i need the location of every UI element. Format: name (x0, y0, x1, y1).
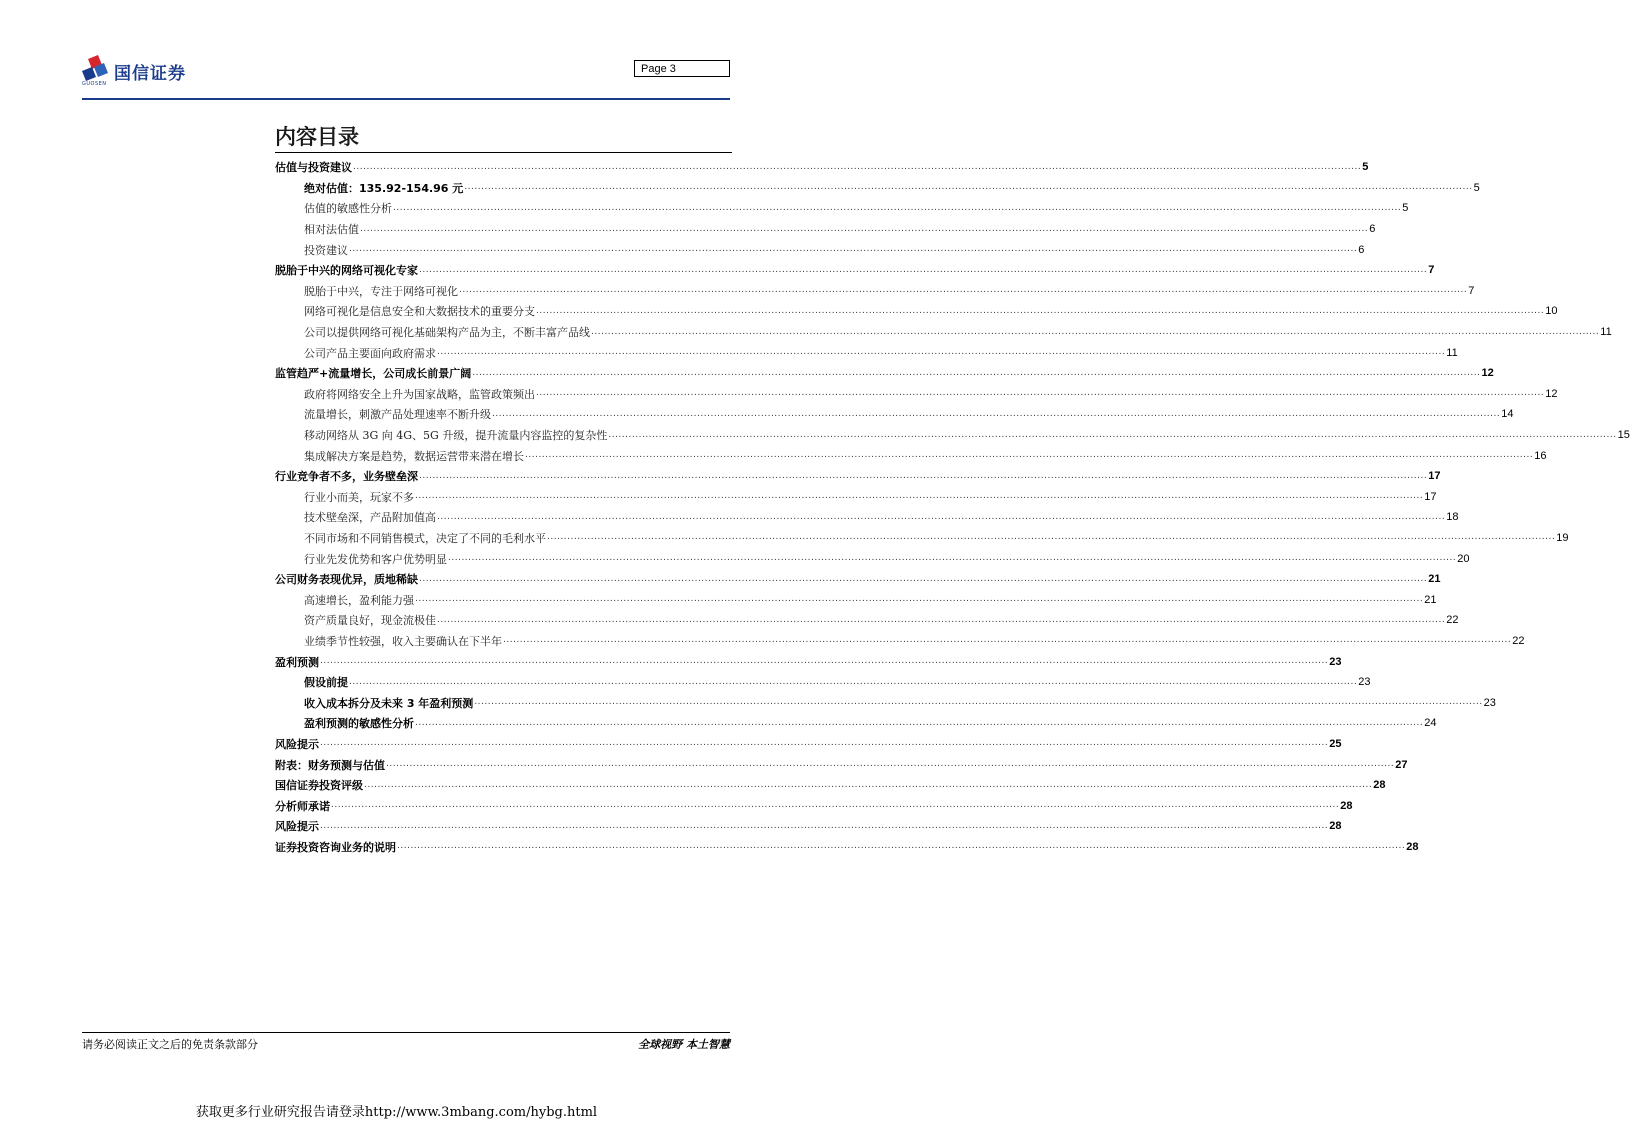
toc-entry[interactable] (275, 775, 1386, 796)
toc-entry[interactable] (275, 404, 1514, 425)
toc-leader-dots: ............................................................................................................................................................................................................................................................................................................ (320, 820, 1329, 831)
toc-entry-label: 公司财务表现优异，质地稀缺 (275, 573, 418, 587)
toc-entry[interactable] (275, 631, 1525, 652)
toc-leader-dots: ............................................................................................................................................................................................................................................................................................................ (536, 388, 1545, 399)
toc-entry-label: 监管趋严+流量增长，公司成长前景广阔 (275, 367, 472, 381)
toc-leader-dots: ............................................................................................................................................................................................................................................................................................................ (419, 264, 1428, 275)
toc-entry[interactable] (275, 610, 1459, 631)
toc-entry-page: 21 (1424, 593, 1437, 606)
toc-entry-label: 流量增长，刺激产品处理速率不断升级 (304, 408, 491, 422)
toc-entry[interactable] (275, 363, 1494, 384)
toc-entry-page: 28 (1340, 799, 1353, 812)
toc-entry-page: 7 (1468, 284, 1475, 297)
toc-entry[interactable] (275, 569, 1441, 590)
toc-entry[interactable] (275, 466, 1441, 487)
toc-entry-label: 业绩季节性较强，收入主要确认在下半年 (304, 634, 502, 648)
toc-entry-label: 风险提示 (275, 737, 319, 751)
toc-leader-dots: ............................................................................................................................................................................................................................................................................................................ (386, 759, 1395, 770)
company-logo (82, 55, 186, 87)
toc-leader-dots: ............................................................................................................................................................................................................................................................................................................ (349, 676, 1358, 687)
toc-entry-page: 5 (1362, 161, 1369, 174)
toc-entry-page: 23 (1483, 696, 1496, 709)
toc-entry[interactable] (275, 816, 1342, 837)
toc-entry-page: 10 (1545, 305, 1558, 318)
toc-entry-page: 14 (1501, 408, 1514, 421)
footer-slogan: 全球视野 本土智慧 (638, 1038, 730, 1051)
toc-leader-dots: ............................................................................................................................................................................................................................................................................................................ (492, 408, 1501, 419)
toc-entry-page: 6 (1358, 243, 1365, 256)
logo-mark-icon (82, 55, 110, 85)
toc-leader-dots: ............................................................................................................................................................................................................................................................................................................ (448, 553, 1457, 564)
toc-leader-dots: ............................................................................................................................................................................................................................................................................................................ (437, 614, 1446, 625)
toc-leader-dots: ............................................................................................................................................................................................................................................................................................................ (353, 161, 1362, 172)
toc-entry-page: 20 (1457, 552, 1470, 565)
toc-entry-page: 12 (1545, 387, 1558, 400)
toc-entry[interactable] (275, 507, 1459, 528)
toc-entry-label: 行业小而美，玩家不多 (304, 490, 414, 504)
toc-entry-label: 集成解决方案是趋势，数据运营带来潜在增长 (304, 449, 524, 463)
toc-entry-label: 证券投资咨询业务的说明 (275, 840, 396, 854)
toc-entry-page: 25 (1329, 737, 1342, 750)
toc-leader-dots: ............................................................................................................................................................................................................................................................................................................ (415, 491, 1424, 502)
toc-entry[interactable] (275, 384, 1558, 405)
toc-title-divider (275, 152, 732, 153)
toc-entry-label: 国信证券投资评级 (275, 779, 363, 793)
toc-entry-page: 23 (1329, 655, 1342, 668)
toc-entry-label: 资产质量良好，现金流极佳 (304, 614, 436, 628)
toc-entry[interactable] (275, 425, 1630, 446)
toc-entry[interactable] (275, 322, 1612, 343)
toc-entry-page: 12 (1481, 367, 1494, 380)
toc-entry[interactable] (275, 734, 1342, 755)
toc-leader-dots: ............................................................................................................................................................................................................................................................................................................ (415, 717, 1424, 728)
footer-divider (82, 1032, 730, 1033)
toc-entry[interactable] (275, 219, 1376, 240)
toc-entry-label: 估值与投资建议 (275, 161, 352, 175)
toc-leader-dots: ............................................................................................................................................................................................................................................................................................................ (437, 511, 1446, 522)
toc-leader-dots: ............................................................................................................................................................................................................................................................................................................ (320, 738, 1329, 749)
toc-leader-dots: ............................................................................................................................................................................................................................................................................................................ (608, 429, 1617, 440)
toc-entry-page: 18 (1446, 511, 1459, 524)
toc-entry[interactable] (275, 754, 1408, 775)
toc-entry-page: 17 (1424, 490, 1437, 503)
toc-entry-page: 16 (1534, 449, 1547, 462)
toc-leader-dots: ............................................................................................................................................................................................................................................................................................................ (349, 244, 1358, 255)
toc-entry[interactable] (275, 589, 1437, 610)
toc-entry-page: 24 (1424, 717, 1437, 730)
toc-leader-dots: ............................................................................................................................................................................................................................................................................................................ (419, 470, 1428, 481)
toc-entry-label: 公司产品主要面向政府需求 (304, 346, 436, 360)
toc-leader-dots: ............................................................................................................................................................................................................................................................................................................ (320, 656, 1329, 667)
toc-entry[interactable] (275, 342, 1458, 363)
toc-leader-dots: ............................................................................................................................................................................................................................................................................................................ (397, 841, 1406, 852)
toc-entry-page: 22 (1446, 614, 1459, 627)
toc-entry[interactable] (275, 548, 1470, 569)
toc-entry[interactable] (275, 672, 1371, 693)
toc-entry-label: 盈利预测 (275, 655, 319, 669)
toc-entry-page: 27 (1395, 758, 1408, 771)
toc-leader-dots: ............................................................................................................................................................................................................................................................................................................ (415, 594, 1424, 605)
toc-entry-label: 政府将网络安全上升为国家战略，监管政策频出 (304, 387, 535, 401)
table-of-contents (275, 157, 1630, 857)
toc-entry[interactable] (275, 651, 1342, 672)
toc-entry-label: 假设前提 (304, 676, 348, 690)
toc-entry[interactable] (275, 281, 1475, 302)
header-divider (82, 98, 730, 100)
toc-entry[interactable] (275, 795, 1353, 816)
logo-subtext: GUOSEN (82, 81, 107, 87)
toc-entry[interactable] (275, 157, 1369, 178)
toc-leader-dots: ............................................................................................................................................................................................................................................................................................................ (503, 635, 1512, 646)
toc-entry-label: 脱胎于中兴的网络可视化专家 (275, 264, 418, 278)
toc-leader-dots: ............................................................................................................................................................................................................................................................................................................ (474, 697, 1483, 708)
toc-leader-dots: ............................................................................................................................................................................................................................................................................................................ (437, 347, 1446, 358)
toc-entry-label: 行业竞争者不多，业务壁垒深 (275, 470, 418, 484)
toc-entry-label: 公司以提供网络可视化基础架构产品为主，不断丰富产品线 (304, 326, 590, 340)
toc-entry-page: 11 (1600, 326, 1612, 339)
toc-entry-label: 不同市场和不同销售模式，决定了不同的毛利水平 (304, 531, 546, 545)
toc-entry-page: 15 (1617, 429, 1630, 442)
toc-entry-label: 脱胎于中兴，专注于网络可视化 (304, 284, 458, 298)
toc-entry-page: 7 (1428, 264, 1435, 277)
toc-entry-page: 28 (1373, 779, 1386, 792)
toc-leader-dots: ............................................................................................................................................................................................................................................................................................................ (525, 450, 1534, 461)
toc-entry-page: 5 (1402, 202, 1409, 215)
toc-entry-label: 风险提示 (275, 820, 319, 834)
footer-disclaimer: 请务必阅读正文之后的免责条款部分 (82, 1038, 258, 1051)
toc-leader-dots: ............................................................................................................................................................................................................................................................................................................ (536, 305, 1545, 316)
toc-entry[interactable] (275, 178, 1480, 199)
logo-text: 国信证券 (114, 64, 186, 84)
toc-leader-dots: ............................................................................................................................................................................................................................................................................................................ (331, 800, 1340, 811)
toc-entry-page: 21 (1428, 573, 1441, 586)
toc-entry[interactable] (275, 198, 1409, 219)
toc-entry[interactable] (275, 837, 1419, 858)
toc-entry-label: 网络可视化是信息安全和大数据技术的重要分支 (304, 305, 535, 319)
toc-entry-label: 绝对估值：135.92-154.96 元 (304, 181, 464, 195)
toc-entry-label: 估值的敏感性分析 (304, 202, 392, 216)
toc-leader-dots: ............................................................................................................................................................................................................................................................................................................ (459, 285, 1468, 296)
toc-entry[interactable] (275, 487, 1437, 508)
toc-title: 内容目录 (275, 124, 359, 149)
toc-entry[interactable] (275, 692, 1496, 713)
bottom-link-note: 获取更多行业研究报告请登录http://www.3mbang.com/hybg.html (195, 1105, 598, 1120)
toc-entry-label: 收入成本拆分及未来 3 年盈利预测 (304, 696, 474, 710)
toc-entry-label: 附表：财务预测与估值 (275, 758, 385, 772)
toc-entry-page: 6 (1369, 223, 1376, 236)
toc-entry-page: 28 (1406, 840, 1419, 853)
toc-entry-page: 11 (1446, 346, 1458, 359)
toc-leader-dots: ............................................................................................................................................................................................................................................................................................................ (472, 367, 1481, 378)
toc-entry-page: 5 (1473, 181, 1480, 194)
toc-leader-dots: ............................................................................................................................................................................................................................................................................................................ (464, 182, 1473, 193)
toc-entry[interactable] (275, 528, 1569, 549)
page-number: Page 3 (634, 60, 730, 77)
toc-entry-label: 分析师承诺 (275, 799, 330, 813)
toc-entry[interactable] (275, 260, 1435, 281)
toc-leader-dots: ............................................................................................................................................................................................................................................................................................................ (360, 223, 1369, 234)
toc-entry[interactable] (275, 301, 1558, 322)
toc-leader-dots: ............................................................................................................................................................................................................................................................................................................ (591, 326, 1600, 337)
toc-entry-label: 高速增长，盈利能力强 (304, 593, 414, 607)
toc-entry-label: 行业先发优势和客户优势明显 (304, 552, 447, 566)
toc-entry-page: 28 (1329, 820, 1342, 833)
toc-entry-page: 22 (1512, 634, 1525, 647)
toc-leader-dots: ............................................................................................................................................................................................................................................................................................................ (393, 202, 1402, 213)
toc-leader-dots: ............................................................................................................................................................................................................................................................................................................ (364, 779, 1373, 790)
toc-entry-label: 投资建议 (304, 243, 348, 257)
toc-leader-dots: ............................................................................................................................................................................................................................................................................................................ (547, 532, 1556, 543)
toc-entry-page: 23 (1358, 676, 1371, 689)
toc-entry[interactable] (275, 445, 1547, 466)
toc-entry-page: 17 (1428, 470, 1441, 483)
toc-entry[interactable] (275, 713, 1437, 734)
toc-entry-label: 相对法估值 (304, 223, 359, 237)
toc-leader-dots: ............................................................................................................................................................................................................................................................................................................ (419, 573, 1428, 584)
toc-entry-page: 19 (1556, 531, 1569, 544)
toc-entry-label: 技术壁垒深，产品附加值高 (304, 511, 436, 525)
toc-entry-label: 盈利预测的敏感性分析 (304, 717, 414, 731)
toc-entry[interactable] (275, 239, 1365, 260)
toc-entry-label: 移动网络从 3G 向 4G、5G 升级，提升流量内容监控的复杂性 (304, 429, 608, 443)
